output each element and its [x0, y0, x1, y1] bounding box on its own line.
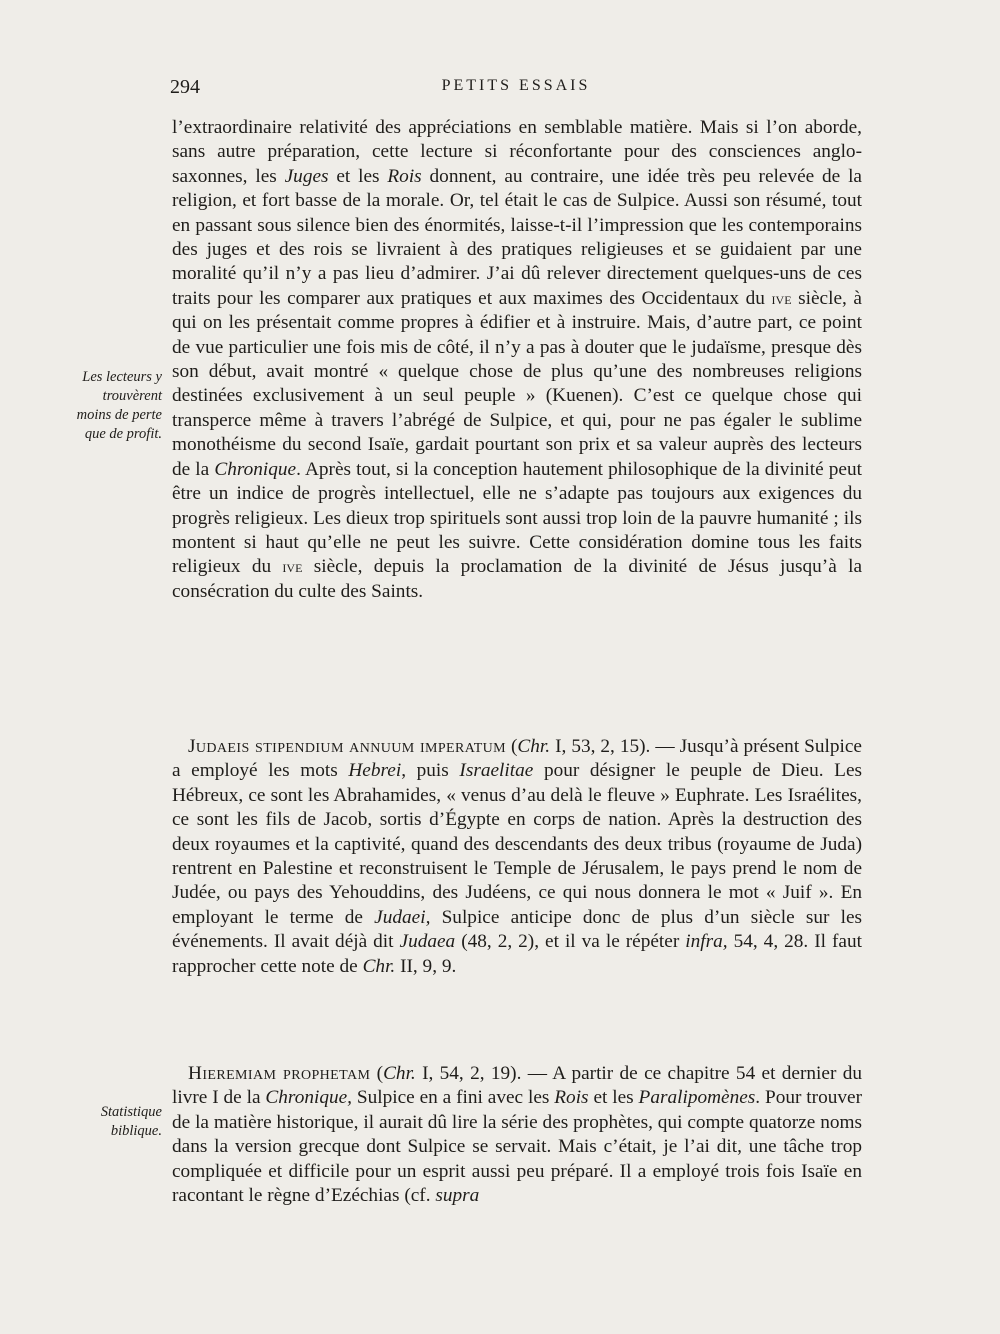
- text-run: Sulpice anticipe donc de plus d’un siècle sur les événements. Il avait déjà dit: [172, 906, 863, 953]
- text-run: et les: [328, 165, 388, 187]
- text-run: I, 53, 2, 15). — Jusqu’à présent Sulpice a employé les mots: [172, 736, 862, 782]
- body-paragraph: [172, 1062, 862, 1208]
- text-run: (: [370, 1063, 384, 1084]
- italic-run: Chronique: [214, 458, 297, 480]
- running-header: [170, 74, 862, 104]
- italic-run: infra,: [685, 931, 728, 953]
- italic-run: Rois: [554, 1087, 589, 1109]
- text-run: Sulpice en a fini avec les: [352, 1087, 555, 1109]
- text-run: (48, 2, 2), et il va le répéter: [455, 931, 686, 953]
- body-paragraph: [172, 735, 862, 979]
- italic-run: Chr.: [383, 1063, 416, 1084]
- italic-run: Paralipomènes: [638, 1087, 756, 1109]
- italic-run: Judaea: [399, 931, 456, 953]
- running-title: PETITS ESSAIS: [441, 77, 591, 94]
- italic-run: Israelitae: [459, 760, 534, 782]
- text-run: siècle, depuis la proclamation de la divinité de Jésus jusqu’à la consécration du culte des Saints.: [172, 556, 863, 602]
- italic-run: Rois: [387, 165, 422, 187]
- italic-run: Chr.: [517, 736, 551, 757]
- italic-run: Hebrei: [348, 760, 402, 782]
- italic-run: supra: [435, 1185, 480, 1207]
- italic-run: Chronique,: [265, 1087, 352, 1109]
- text-run: l’extraordinaire relativité des appréciations en semblable matière. Mais si l’on aborde, sans autre préparation, cette lecture si réconfortante pour des consciences anglo-saxonnes, les: [172, 117, 862, 187]
- text-run: II, 9, 9.: [395, 955, 457, 977]
- text-run: 54, 4, 28. Il faut rapprocher cette note de: [172, 931, 862, 977]
- body-paragraph: [172, 116, 862, 604]
- century-numeral: ive: [771, 288, 792, 308]
- text-run: donnent, au contraire, une idée très peu relevée de la religion, et fort basse de la morale. Or, tel était le cas de Sulpice. Aussi son résumé, tout en passant sous silence bien des énormités, laisse-t-il l’impression que les contemporains des juges et des rois se livraient à des pratiques religieuses et se guidaient par une moralité qu’il n’y a pas lieu d’admirer. J’ai dû relever directement quelques-uns de ces traits pour les comparer aux pratiques et aux maximes des Occidentaux du: [172, 165, 862, 309]
- text-run: pour désigner le peuple de Dieu. Les Hébreux, ce sont les Abrahamides, « venus d’au delà le fleuve » Euphrate. Les Israélites, ce sont les fils de Jacob, sortis d’Égypte en corps de nation. Après la destruction des deux royaumes et la captivité, quand des descendants des deux tribus (royaume de Juda) rentrent en Palestine et reconstruisent le Temple de Jérusalem, le pays prend le nom de Judée, ou pays des Yehouddins, des Judéens, ce qui nous donnera le mot « Juif ». En employant le terme de: [172, 760, 862, 928]
- text-run: siècle, à qui on les présentait comme propres à édifier et à instruire. Mais, d’autre part, ce point de vue particulier une fois mis de côté, il n’y a pas à douter que le judaïsme, presque dès son début, avait montré « quelque chose de plus qu’une des nombreuses religions destinées exclusivement à un seul peuple » (Kuenen). C’est ce quelque chose qui transperce même à travers l’abrégé de Sulpice, et qui, pour ne pas égaler le sublime monothéisme du second Isaïe, gardait pourtant son prix et sa valeur auprès des lecteurs de la: [172, 287, 862, 480]
- page-number: 294: [170, 76, 200, 98]
- italic-run: Chr.: [362, 955, 396, 977]
- text-run: , puis: [401, 760, 460, 782]
- text-run: et les: [588, 1087, 639, 1109]
- italic-run: Judaei,: [374, 906, 431, 928]
- text-run: I, 54, 2, 19). — A partir de ce chapitre 54 et dernier du livre I de la: [172, 1063, 862, 1109]
- lemma-heading: Judaeis stipendium annuum imperatum: [188, 736, 507, 757]
- italic-run: Juges: [284, 165, 329, 187]
- text-run: . Après tout, si la conception hautement philosophique de la divinité peut être un indice de progrès intellectuel, elle ne s’adapte pas toujours aux exigences du progrès religieux. Les dieux trop spirituels sont aussi trop loin de la pauvre humanité ; ils montent si haut qu’elle ne peut les suivre. Cette considération domine tous les faits religieux du: [172, 458, 862, 578]
- margin-note: Statistique biblique.: [100, 1104, 162, 1139]
- text-run: (: [506, 736, 518, 757]
- margin-note: Les lecteurs y trouvèrent moins de perte que de profit.: [76, 369, 162, 442]
- century-numeral: ive: [282, 557, 303, 577]
- text-run: . Pour trouver de la matière historique, il aurait dû lire la série des prophètes, qui compte quatorze noms dans la version grecque dont Sulpice se servait. Mais c’était, je l’ai dit, une tâche trop compliquée et difficile pour un esprit aussi peu préparé. Il a employé trois fois Isaïe en racontant le règne d’Ezéchias (cf.: [172, 1087, 862, 1207]
- lemma-heading: Hieremiam prophetam: [188, 1063, 371, 1084]
